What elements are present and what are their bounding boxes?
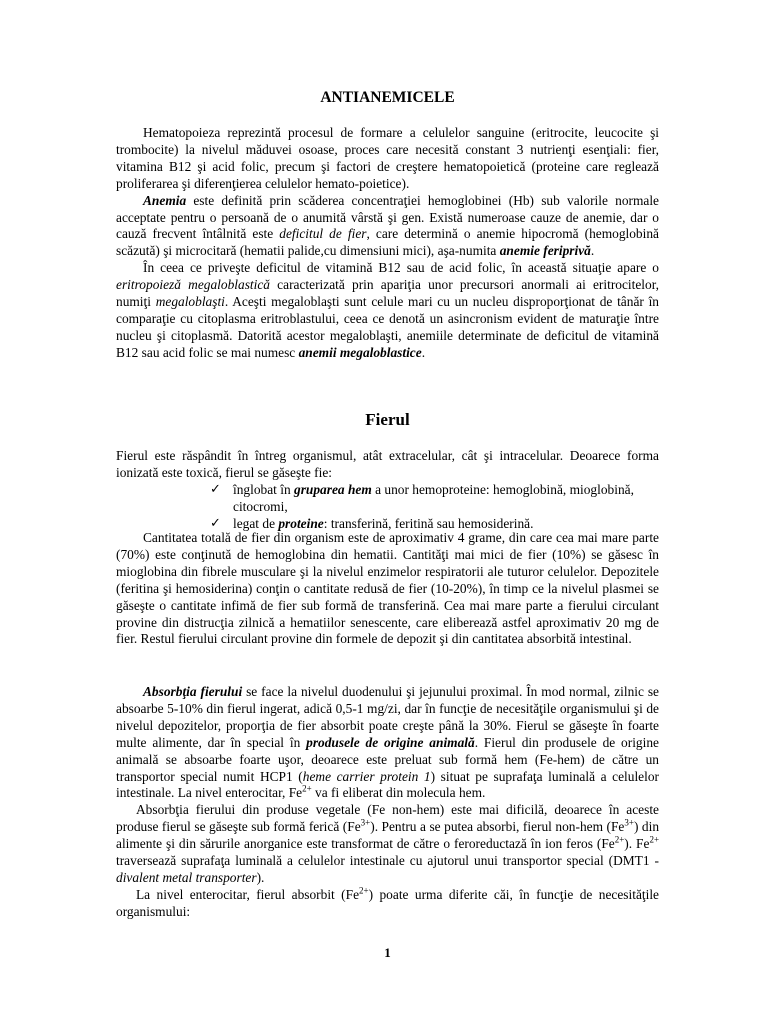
paragraph-absorbtie: Absorbţia fierului se face la nivelul duodenului şi jejunului proximal. În mod normal, zilnic se absoarbe 5-10% din fierul ingerat, adică 0,5-1 mg/zi, dar în funcţie de necesităţile organismului şi de nivelul depozitelor, proporţia de fier absorbit poate creşte până la 30%. Fierul se găseşte în foarte multe alimente, dar în special în produsele de origine animală. Fierul din produsele de origine animală se absoarbe foarte uşor, deoarece este preluat sub formă hem (Fe-hem) de către un transportor special numit HCP1 (heme carrier protein 1) situat pe suprafaţa luminală a celulelor intestinale. La nivel enterocitar, $Fe^{2+}$ va fi eliberat din molecula hem. xyxy=(116,684,660,801)
list-item: ✓ înglobat în gruparea hem a unor hemoproteine: hemoglobină, mioglobină, citocromi, xyxy=(210,481,634,514)
term-absorbtia-fierului: Absorbţia fierului xyxy=(143,684,243,699)
fier-intro xyxy=(116,448,659,533)
section-title-fierul: Fierul xyxy=(365,410,410,429)
intro-section xyxy=(116,125,659,362)
term-anemia: Anemia xyxy=(143,192,187,208)
page-title: ANTIANEMICELE xyxy=(320,89,455,106)
fier-absorbtie xyxy=(116,684,659,921)
term-eritropoieza: eritropoieză megaloblastică xyxy=(116,277,270,293)
list-item: ✓ legat de proteine: transferină, feritină sau hemosiderină. xyxy=(210,515,534,531)
paragraph-anemia: Anemia este definită prin scăderea concentraţiei hemoglobinei (Hb) sub valorile normale acceptate pentru o persoană de o anumită vârstă şi gen. Există numeroase cauze de anemie, dar o cauză frecvent întâlnită este deficitul de fier, care determină o anemie hipocromă (hemoglobină scăzută) şi microcitară (hematii palide,cu dimensiuni mici), aşa-numita anemie feriprivă. xyxy=(116,192,659,259)
term-megaloblasti: megaloblaşti xyxy=(155,294,225,310)
term-anemie-feripriva: anemie feriprivă xyxy=(499,243,591,259)
paragraph-fier-raspandit: Fierul este răspândit în întreg organismul, atât extracelular, cât şi intracelular. Deoarece forma ionizată este toxică, fierul se găseşte fie: xyxy=(116,448,659,480)
checkmark-icon: ✓ xyxy=(210,515,221,531)
term-anemii-megaloblastice: anemii megaloblastice xyxy=(298,344,422,360)
checkmark-icon: ✓ xyxy=(210,481,221,497)
page-number: 1 xyxy=(384,945,391,960)
paragraph-megaloblastica: În ceea ce priveşte deficitul de vitamină B12 sau de acid folic, în această situaţie apare o eritropoieză megaloblastică caracterizată prin apariţia unor precursori anormali ai eritrocitelor, numiţi megaloblaşti. Aceşti megaloblaşti sunt celule mari cu un nucleu disproporţionat de tânăr în comparaţie cu citoplasma eritroblastului, ceea ce denotă un asincronism evident de maturaţie între nucleu şi citoplasmă. Datorită acestor megaloblaşti, anemiile determinate de deficitul de vitamină B12 sau acid folic se mai numesc anemii megaloblastice. xyxy=(116,260,659,360)
paragraph-cantitate-fier: Cantitatea totală de fier din organism este de aproximativ 4 grame, din care cea mai mare parte (70%) este conţinută de hemoglobina din hematii. Cantităţi mai mici de fier (10%) se găsesc în mioglobina din fibrele musculare şi la nivelul enzimelor respiratorii ale tuturor celulelor. Depozitele (feritina şi hemosiderina) conţin o cantitate redusă de fier (10-20%), în timp ce la nivelul plasmei se găseşte o cantitate infimă de fier sub formă de transferină. Cea mai mare parte a fierului circulant provine din distrucţia zilnică a hematiilor senescente, care eliberează astfel aproximativ 20 mg de fier. Restul fierului circulant provine din formele de depozit şi din cantitatea absorbită intestinal. xyxy=(116,530,659,647)
paragraph-enterocitar: La nivel enterocitar, fierul absorbit $(Fe^{2+})$ poate urma diferite căi, în funcţie de necesităţile organismului: xyxy=(116,885,659,919)
paragraph-hematopoieza: Hematopoieza reprezintă procesul de formare a celulelor sanguine (eritrocite, leucocite şi trombocite) la nivelul măduvei osoase, proces care necesită constant 3 nutrienţi esenţiali: fier, vitamina B12 şi acid folic, precum şi factori de creştere hematopoietică (proteine care reglează proliferarea şi diferenţierea celulelor hemato-poietice). xyxy=(116,125,659,191)
paragraph-non-hem: Absorbţia fierului din produse vegetale (Fe non-hem) este mai dificilă, deoarece în aceste produse fierul se găseşte sub formă ferică $(Fe^{3+})$. Pentru a se putea absorbi, fierul non-hem $(Fe^{3+})$ din alimente şi din sărurile anorganice este transformat de către o feroreductază în ion feros $(Fe^{2+})$. $Fe^{2+}$ traversează suprafaţa luminală a celulelor intestinale cu ajutorul unui transportor special (DMT1 - divalent metal transporter). xyxy=(116,802,660,885)
fier-forms-list xyxy=(208,482,659,533)
term-produse-animale: produsele de origine animală xyxy=(306,734,475,750)
term-deficit-fier: deficitul de fier xyxy=(279,226,367,242)
fier-cantitate xyxy=(116,530,659,648)
